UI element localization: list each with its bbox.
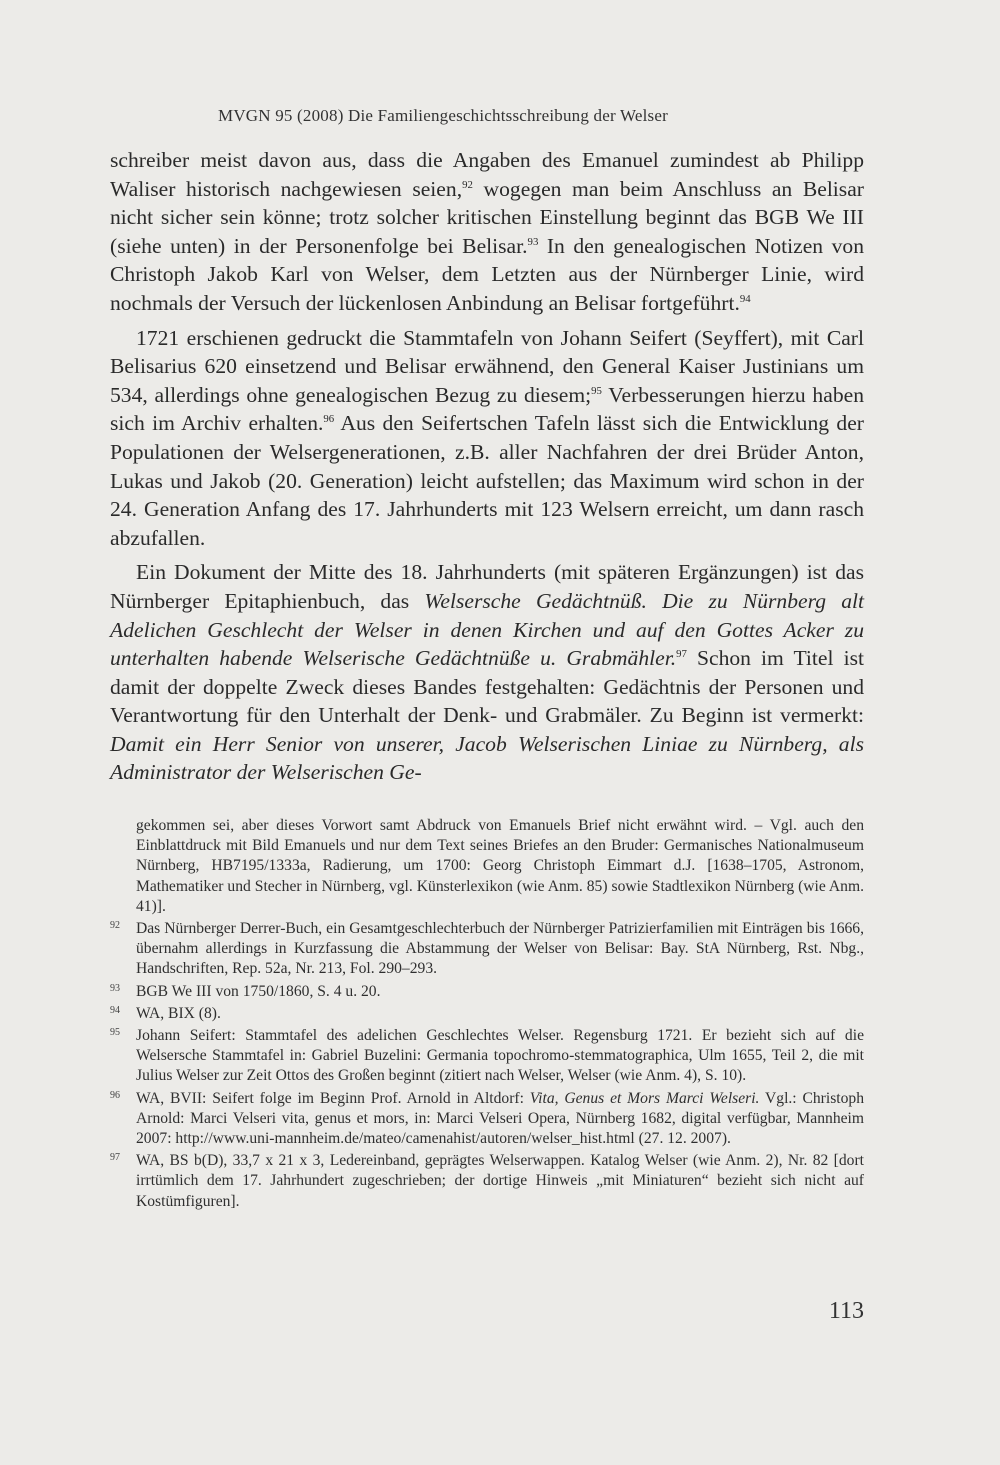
footnote-text: WA, BVII: Seifert folge im Beginn Prof. Arnold in Altdorf:: [136, 1089, 530, 1107]
footnote-continued: gekommen sei, aber dieses Vorwort samt Abdruck von Emanuels Brief nicht erwähnt wird. – Vgl. auch den Einblattdruck mit Bild Emanuels und nur dem Text seines Briefes an den Bruder: Germanisches Nationalmuseum Nürnberg, HB7195/1333a, Radierung, um 1700: Georg Christoph Eimmart d.J. [1638–1705, Astronom, Mathematiker und Stecher in Nürnberg, vgl. Künsterlexikon (wie Anm. 85) sowie Stadtlexikon Nürnberg (wie Anm. 41)].: [136, 817, 864, 915]
footnote-ref-94[interactable]: 94: [739, 292, 751, 305]
footnote-94: [110, 1004, 864, 1024]
page-number: 113: [828, 1298, 864, 1324]
footnote-ref-93[interactable]: 93: [527, 235, 539, 248]
italic-title: Welsersche Gedächtnüß. Die zu Nürnberg alt Adelichen Geschlecht der Welser in denen Kirchen und auf den Gottes Acker zu unterhalten habende Welserische Gedächtnüße u. Grabmähler.: [110, 588, 864, 671]
footnote-ref-96[interactable]: 96: [323, 413, 335, 426]
footnote-ref-97[interactable]: 97: [676, 647, 687, 660]
text-run: Ein Dokument der Mitte des 18. Jahrhunderts (mit späteren Ergänzungen) ist das Nürnberger Epitaphienbuch, das: [110, 560, 864, 613]
text-run: In den genealogischen Notizen von Christoph Jakob Karl von Welser, dem Letzten aus der Nürnberger Linie, wird nochmals der Versuch der lückenlosen Anbindung an Belisar fortgeführt.: [110, 233, 864, 315]
paragraph-3: [110, 558, 864, 787]
text-run: 1721 erschienen gedruckt die Stammtafeln von Johann Seifert (Seyffert), mit Carl Belisarius 620 einsetzend und Belisar erwähnend, den General Kaiser Justinians um 534, allerdings ohne genealogischen Bezug zu diesem;: [110, 325, 864, 407]
footnote-number: 96: [110, 1089, 120, 1101]
footnote-number: 93: [110, 982, 120, 994]
italic-title: Vita, Genus et Mors Marci Welseri.: [529, 1089, 760, 1107]
footnote-ref-92[interactable]: 92: [462, 178, 473, 191]
footnote-text: (27. 12. 2007).: [634, 1130, 731, 1148]
footnote-92: [110, 919, 864, 980]
italic-quote: Damit ein Herr Senior von unserer, Jacob Welserischen Liniae zu Nürnberg, als Administrator der Welserischen Ge-: [110, 731, 864, 785]
text-run: schreiber meist davon aus, dass die Angaben des Emanuel zumindest ab Philipp Waliser historisch nachgewiesen seien,: [110, 148, 864, 201]
footnote-number: 94: [110, 1004, 120, 1016]
footnote-ref-95[interactable]: 95: [591, 384, 602, 397]
footnote-93: [110, 982, 864, 1002]
footnote-number: 95: [110, 1027, 120, 1039]
footnote-96: [110, 1089, 864, 1150]
text-run: Aus den Seifertschen Tafeln lässt sich die Entwicklung der Populationen der Welsergenerationen, z.B. aller Nachfahren der drei Brüder Anton, Lukas und Jakob (20. Generation) leicht aufstellen; das Maximum wird schon in der 24. Generation Anfang des 17. Jahrhunderts mit 123 Welsern erreicht, um dann rasch abzufallen.: [110, 411, 864, 550]
text-run: Schon im Titel ist damit der doppelte Zweck dieses Bandes festgehalten: Gedächtnis der Personen und Verantwortung für den Unterhalt der Denk- und Grabmäler. Zu Beginn ist vermerkt:: [110, 646, 864, 728]
text-run: Verbesserungen hierzu haben sich im Archiv erhalten.: [110, 382, 864, 436]
footnote-text: Vgl.: Christoph Arnold: Marci Velseri vita, genus et mors, in: Marci Velseri Opera, Nürnberg 1682, digital verfügbar, Mannheim 2007:: [136, 1089, 865, 1148]
footnote-97: [110, 1151, 864, 1212]
paragraph-2: [110, 324, 864, 553]
footnote-text: WA, BS b(D), 33,7 x 21 x 3, Ledereinband, geprägtes Welserwappen. Katalog Welser (wie Anm. 2), Nr. 82 [dort irrtümlich dem 17. Jahrhundert zugeschrieben; der dortige Hinweis „mit Miniaturen“ bezieht sich nicht auf Kostümfiguren].: [136, 1152, 864, 1210]
running-header: MVGN 95 (2008) Die Familiengeschichtsschreibung der Welser: [218, 106, 668, 125]
footnote-95: [110, 1026, 864, 1087]
footnote-number: 97: [110, 1152, 120, 1164]
footnote-text: Das Nürnberger Derrer-Buch, ein Gesamtgeschlechterbuch der Nürnberger Patrizierfamilien mit Einträgen bis 1666, übernahm allerdings in Kurzfassung die Abstammung der Welser von Belisar: Bay. StA Nürnberg, Rst. Nbg., Handschriften, Rep. 52a, Nr. 213, Fol. 290–293.: [136, 920, 864, 978]
paragraph-1: [110, 146, 864, 318]
footnote-text: WA, BIX (8).: [136, 1004, 221, 1022]
text-run: wogegen man beim Anschluss an Belisar nicht sicher sein könne; trotz solcher kritischen Einstellung beginnt das BGB We III (siehe unten) in der Personenfolge bei Belisar.: [110, 176, 864, 258]
main-text: [110, 146, 864, 787]
footnote-text: Johann Seifert: Stammtafel des adelichen Geschlechtes Welser. Regensburg 1721. Er bezieht sich auf die Welsersche Stammtafel in: Gabriel Buzelini: Germania topochromo-stemmatographica, Ulm 1655, Teil 2, die mit Julius Welser zur Zeit Ottos des Großen beginnt (zitiert nach Welser, Welser (wie Anm. 4), S. 10).: [136, 1027, 864, 1085]
footnote-number: 92: [110, 920, 120, 932]
url-link[interactable]: http://www.uni-mannheim.de/mateo/camenahist/autoren/welser_hist.html: [175, 1130, 635, 1148]
footnotes: [110, 816, 864, 1212]
footnote-text: BGB We III von 1750/1860, S. 4 u. 20.: [136, 982, 381, 1000]
